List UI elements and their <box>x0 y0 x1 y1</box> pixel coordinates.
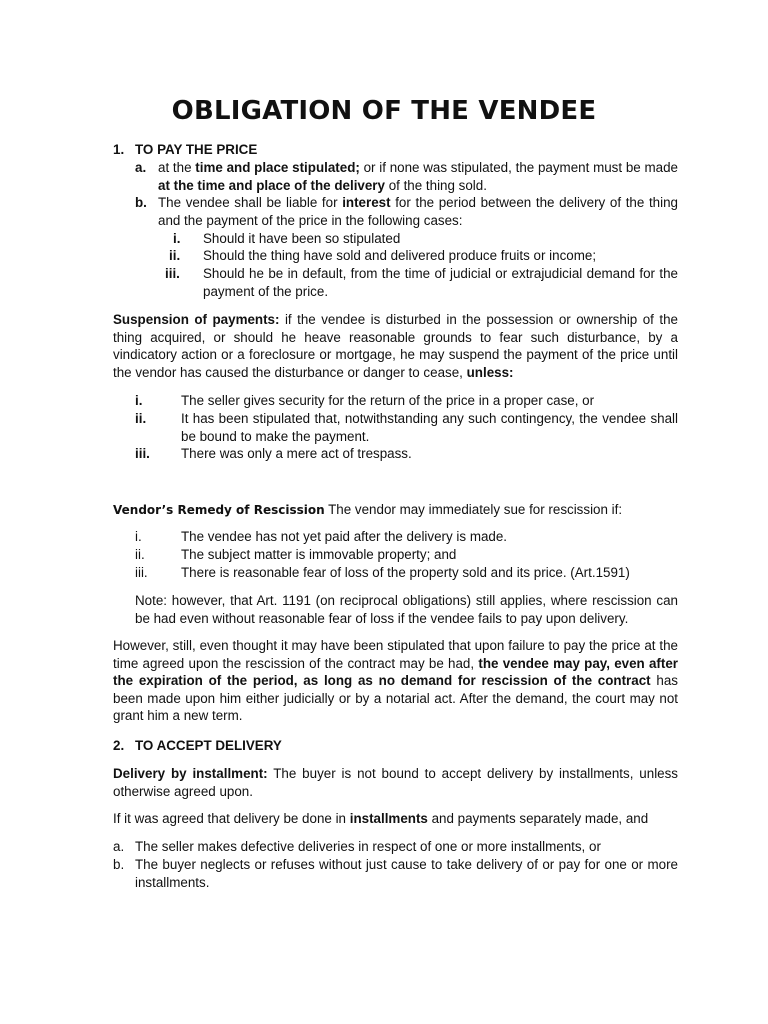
section-title: TO PAY THE PRICE <box>135 142 258 157</box>
item-text: The vendee shall be liable for interest for the period between the delivery of the thing and the payment of the price in the following cases: <box>158 195 679 228</box>
suspension-paragraph: Suspension of payments: if the vendee is disturbed in the possession or ownership of the thing acquired, or should he heave reasonable grounds to fear such disturbance, by a vindicatory action or a foreclosure or mortgage, he may suspend the payment of the price until the vendor has caused the disturbance or danger to cease, unless: <box>113 312 678 380</box>
however-paragraph: However, still, even thought it may have been stipulated that upon failure to pay the price at the time agreed upon the rescission of the contract may be had, the vendee may pay, even after the expiration of the period, as long as no demand for rescission of the contract has been made upon him either judicially or by a notarial act. After the demand, the court may not grant him a new term. <box>113 638 678 724</box>
list-item: ii. It has been stipulated that, notwithstanding any such contingency, the vendee shall be bound to make the payment. <box>135 411 678 444</box>
list-item-b <box>135 194 678 229</box>
note-paragraph: Note: however, that Art. 1191 (on reciprocal obligations) still applies, where rescission can be had even without reasonable fear of loss if the vendee fails to pay upon delivery. <box>135 593 678 626</box>
item-label: a. <box>135 160 147 175</box>
list-item-a <box>135 159 678 194</box>
case-item: ii. Should the thing have sold and delivered produce fruits or income; <box>169 248 597 263</box>
list-item: i. The seller gives security for the return of the price in a proper case, or <box>135 393 595 408</box>
list-item: a. The seller makes defective deliveries in respect of one or more installments, or <box>113 839 601 854</box>
section-2-heading <box>113 737 673 755</box>
rescission-paragraph: Vendor’s Remedy of Rescission The vendor may immediately sue for rescission if: <box>113 502 623 517</box>
list-item: i. The vendee has not yet paid after the delivery is made. <box>135 529 508 544</box>
list-item: b. The buyer neglects or refuses without just cause to take delivery of or pay for one or more installments. <box>113 857 678 890</box>
page-title: OBLIGATION OF THE VENDEE <box>171 96 597 126</box>
list-item: iii. There is reasonable fear of loss of the property sold and its price. (Art.1591) <box>135 565 630 580</box>
list-item: iii. There was only a mere act of trespass. <box>135 446 412 461</box>
item-label: b. <box>135 195 147 210</box>
list-item: ii. The subject matter is immovable property; and <box>135 547 457 562</box>
case-item: iii. Should he be in default, from the time of judicial or extrajudicial demand for the payment of the price. <box>165 266 678 299</box>
section-1-heading <box>113 141 673 159</box>
section-number: 1. <box>113 142 125 157</box>
section-number: 2. <box>113 738 125 753</box>
agreed-paragraph: If it was agreed that delivery be done in installments and payments separately made, and <box>113 811 649 826</box>
installment-paragraph: Delivery by installment: The buyer is not bound to accept delivery by installments, unless otherwise agreed upon. <box>113 766 679 799</box>
case-item: i. Should it have been so stipulated <box>173 231 401 246</box>
section-title: TO ACCEPT DELIVERY <box>135 738 282 753</box>
item-text: at the time and place stipulated; or if none was stipulated, the payment must be made at the time and place of the delivery of the thing sold. <box>158 160 678 193</box>
